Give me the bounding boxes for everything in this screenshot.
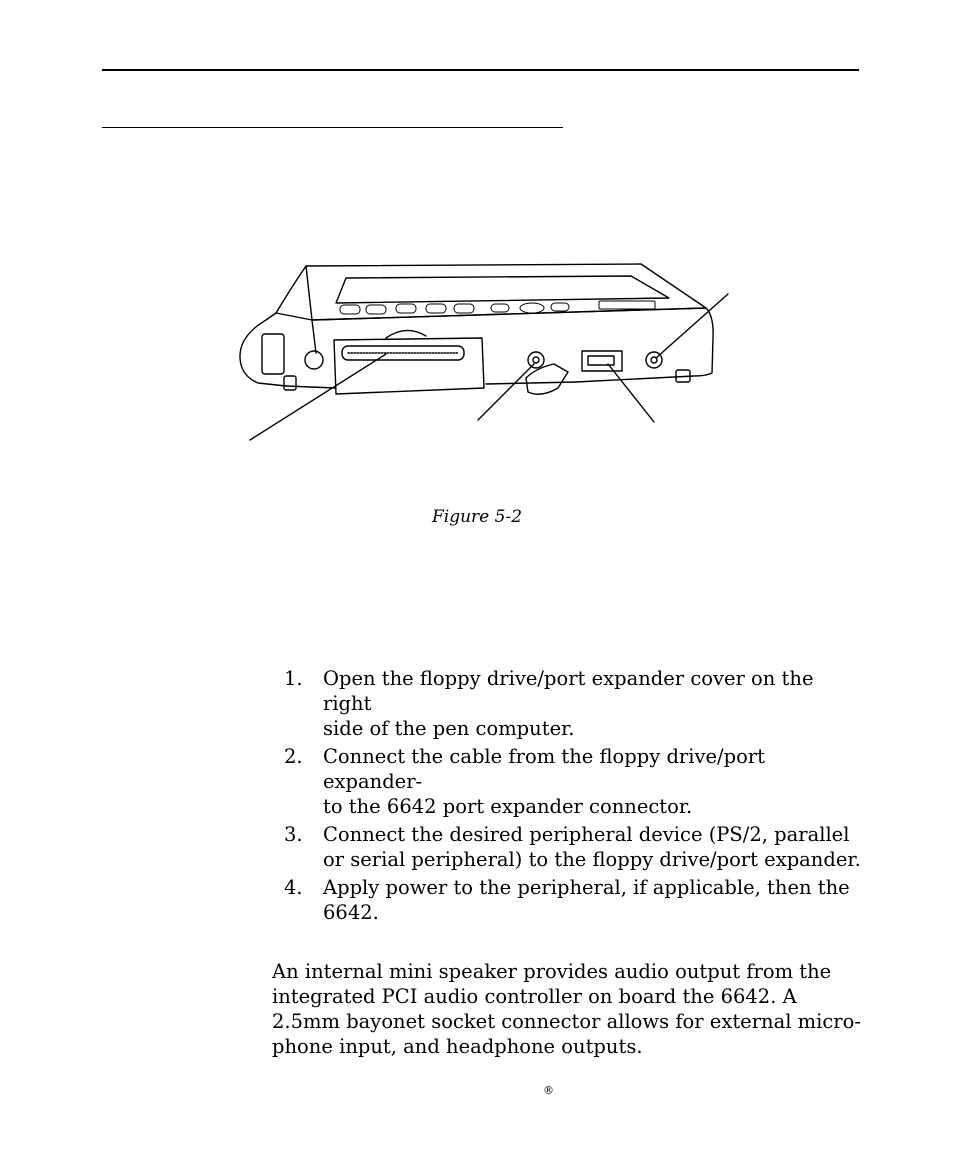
step-number: 1.: [284, 667, 303, 690]
keypad-buttons: [340, 301, 655, 314]
step-text: Apply power to the peripheral, if applicable, then the 6642.: [323, 876, 850, 924]
section-rule: [102, 127, 563, 128]
left-jack: [305, 351, 323, 369]
step-text: Connect the cable from the floppy drive/port expander- to the 6642 port expander connector.: [323, 745, 765, 818]
audio-jack: [528, 352, 544, 368]
step-number: 2.: [284, 745, 303, 768]
step-number: 4.: [284, 876, 303, 899]
step-number: 3.: [284, 823, 303, 846]
audio-paragraph: An internal mini speaker provides audio output from the integrated PCI audio controller on board the 6642. A 2.5mm bayonet socket connector allows for external micro- phone input, and headphone outputs.: [272, 960, 861, 1058]
left-foot: [284, 376, 296, 390]
step-text: Open the floppy drive/port expander cover on the right side of the pen computer.: [323, 667, 814, 740]
figure-caption: Figure 5-2: [431, 507, 523, 527]
callout-line-expander: [250, 354, 386, 440]
callout-line-usb: [608, 364, 654, 422]
list-item: [284, 666, 864, 741]
device-front-face: [312, 308, 713, 382]
registered-mark: ®: [543, 1084, 554, 1097]
header-rule: [102, 69, 859, 71]
list-item: [284, 875, 864, 925]
callout-line-audio: [478, 364, 534, 420]
pen-computer-illustration: [236, 258, 736, 448]
expander-cover-tab: [386, 330, 426, 338]
pen-slot: [262, 334, 284, 374]
device-left-edge: [276, 313, 312, 320]
list-item: [284, 744, 864, 819]
device-left-body: [240, 266, 306, 386]
step-text: Connect the desired peripheral device (PS/2, parallel or serial peripheral) to the floppy drive/port expander.: [323, 823, 861, 871]
list-item: [284, 822, 864, 872]
jack-cover-flap: [526, 364, 568, 394]
callout-line-dc: [656, 294, 728, 358]
procedure-steps: [284, 666, 864, 928]
screen-area: [336, 276, 669, 303]
device-bottom-edge: [286, 382, 576, 388]
